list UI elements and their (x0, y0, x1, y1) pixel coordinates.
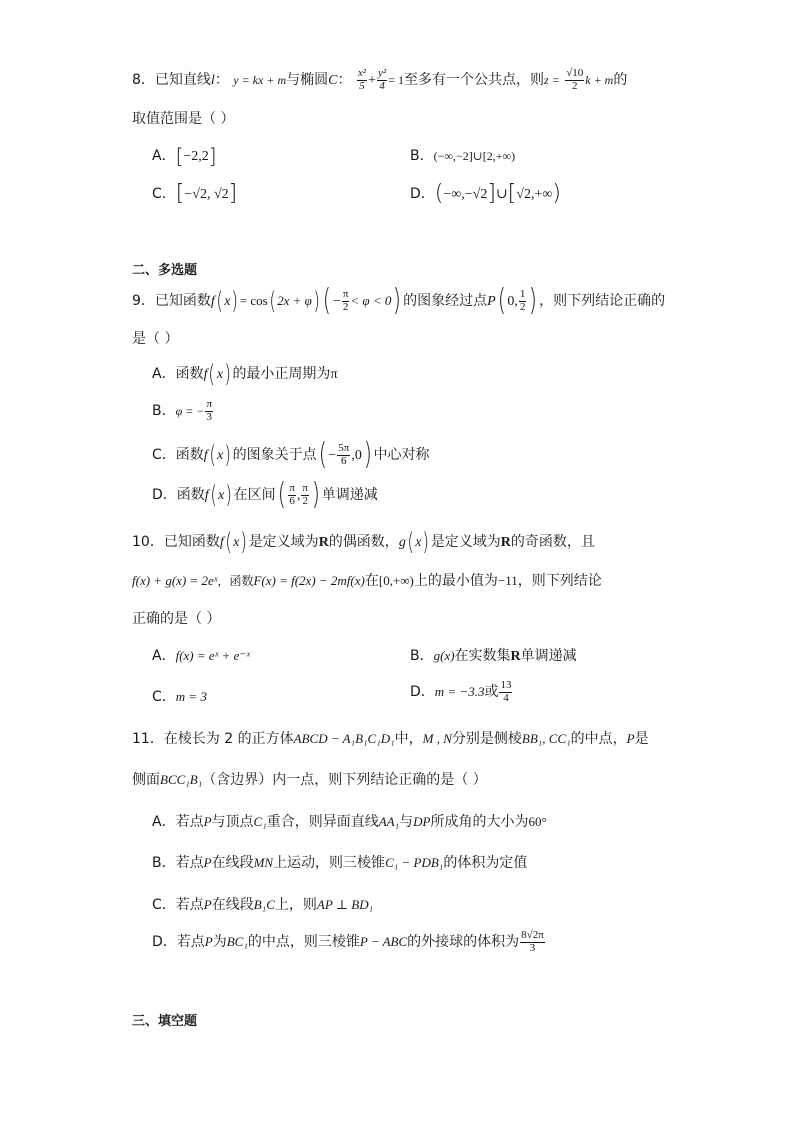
fraction (565, 68, 584, 92)
text: 的图象关于点 (232, 447, 317, 463)
math: R (318, 535, 329, 550)
denominator: 2 (519, 300, 526, 313)
denominator: 4 (503, 691, 509, 704)
math: π (330, 367, 338, 382)
text: 重合，则异面直线 (266, 814, 379, 830)
text: 与顶点 (211, 814, 254, 830)
q10-stem-line3 (132, 608, 220, 628)
math: BB₁, CC₁ (521, 731, 571, 746)
text: 已知函数 (163, 534, 220, 550)
text: 中， (394, 731, 423, 747)
q11-option-d (152, 930, 546, 954)
text: 的最小正周期为 (232, 366, 331, 382)
option-label: B． (152, 403, 176, 420)
numerator: 5π (338, 441, 350, 454)
fraction (499, 680, 512, 704)
text: 上运动，则三棱锥 (273, 855, 386, 871)
q10-option-b (410, 645, 577, 665)
numerator: 1 (519, 287, 526, 300)
math: P (203, 814, 212, 829)
q9-option-c: C．函数f(x)的图象关于点( − $\frac{5\pi}{6}$ ,0) 中心对称 (152, 437, 430, 472)
math: [0,+∞) (378, 573, 414, 588)
math: C (328, 73, 338, 89)
q9-option-a: A．函数f(x)的最小正周期为π (152, 360, 338, 388)
numerator: π (289, 481, 295, 494)
math: −√2, √2 (184, 187, 229, 202)
math: z = (543, 73, 560, 88)
math: R (510, 649, 521, 664)
text: 在 (364, 573, 379, 589)
math: l (210, 73, 215, 89)
fraction (377, 68, 387, 92)
math: f (203, 448, 208, 463)
text: 在棱长为 2 的正方体 (163, 731, 294, 747)
denominator: 2 (342, 300, 349, 313)
q8-stem-line1: 8．已知直线l： y = kx + m与椭圆C： $\frac{\text{x²}}{5}$ + $\frac{\text{y²}}{4}$ = 1至多有一个公共点，则z = $\frac{√10}{2}$ k + m的 (132, 67, 628, 92)
math: k + m (585, 73, 614, 88)
option-label: D．若点 (152, 934, 205, 951)
option-label: D． (410, 186, 435, 202)
math: f (203, 367, 208, 382)
math: P (203, 855, 212, 870)
text: 在线段 (211, 855, 254, 871)
fraction (288, 483, 296, 507)
math: −2,2 (183, 149, 209, 164)
numerator: 8√2π (521, 929, 544, 941)
math: < φ < 0 (350, 293, 392, 308)
text: 上的最小值为 (413, 573, 498, 589)
text: 的 (613, 72, 628, 89)
math: P (626, 731, 635, 746)
option-label: C．函数 (152, 447, 204, 463)
math: f (219, 535, 224, 550)
q9-number: 9． (132, 293, 155, 309)
math: MN (253, 855, 274, 870)
numerator: y² (378, 67, 387, 79)
text: 是（ ） (132, 331, 179, 347)
math: P (204, 934, 213, 950)
math: ABCD − A₁B₁C₁D₁ (293, 731, 395, 746)
math: x (233, 535, 240, 550)
math: ∪ (495, 187, 508, 202)
option-label: C． (152, 689, 176, 705)
math: m = −3.3 (434, 684, 485, 700)
option-label: A． (152, 148, 176, 164)
text: 分别是侧棱 (451, 731, 522, 747)
text: 的图象经过点 (403, 293, 488, 309)
fraction (342, 289, 350, 313)
text: 是定义域为 (248, 534, 319, 550)
math: √2,+∞ (516, 187, 553, 202)
text: 在区间 (233, 487, 276, 503)
section-heading-multiple-choice: 二、多选题 (132, 263, 198, 278)
math: ,0 (351, 448, 362, 463)
denominator: 3 (206, 410, 212, 423)
text: 是 (634, 731, 649, 747)
option-label: B． (410, 148, 434, 164)
option-label: D．函数 (152, 487, 205, 503)
denominator: 6 (289, 494, 295, 507)
q8-stem-line2 (132, 108, 234, 128)
numerator: π (302, 481, 308, 494)
math: − (332, 294, 341, 309)
section-heading-fill-in: 三、填空题 (132, 1014, 198, 1029)
text: 已知函数 (154, 293, 211, 309)
math: P − ABC (359, 934, 408, 950)
numerator: x² (357, 67, 367, 79)
math: g(x) (433, 648, 455, 663)
denominator: 5 (359, 79, 365, 92)
math: −∞,−√2 (443, 187, 488, 202)
math: y = kx + m (233, 73, 287, 88)
math: = 1 (388, 73, 404, 88)
fraction (337, 443, 350, 467)
q10-option-a (152, 645, 250, 665)
denominator: 2 (302, 494, 308, 507)
text: （含边界）内一点，则下列结论正确的是（ ） (202, 772, 487, 788)
denominator: 6 (341, 454, 347, 467)
math: m = 3 (175, 689, 207, 704)
text: ，函数 (217, 574, 254, 588)
fraction (301, 483, 309, 507)
q11-option-b (152, 852, 527, 872)
q8-option-c: C．[−√2, √2] (152, 181, 238, 206)
q8-option-b (410, 145, 515, 165)
text: 的外接球的体积为 (407, 934, 520, 951)
q11-stem-line1 (132, 728, 649, 748)
q11-option-a (152, 811, 547, 831)
text: 取值范围是（ ） (132, 111, 235, 127)
q8-option-a: A．[−2,2] (152, 144, 217, 168)
fraction (357, 68, 367, 92)
denominator: 3 (529, 941, 536, 954)
text: 至多有一个公共点，则 (403, 72, 544, 89)
text: 的体积为定值 (443, 855, 528, 871)
text: 正确的是（ ） (132, 611, 221, 627)
text: 在实数集 (454, 648, 511, 664)
text: ： (337, 72, 352, 89)
option-label: C． (152, 186, 176, 202)
option-label: B． (410, 648, 434, 664)
option-label: D． (410, 684, 435, 701)
math: f(x) + g(x) = 2eˣ (132, 573, 218, 588)
math: x (218, 488, 225, 503)
q9-option-d: D．函数f(x)在区间( $\frac{\pi}{6}$ , $\frac{\pi}{2}$ ) 单调递减 (152, 477, 378, 512)
text: 或 (484, 684, 499, 701)
math: C₁ (253, 814, 267, 829)
numerator: 13 (500, 679, 512, 691)
math: DP (413, 814, 431, 829)
text: 为 (212, 934, 227, 951)
denominator: 4 (379, 79, 385, 92)
math: AA₁ (378, 814, 400, 829)
math: 60° (528, 814, 547, 829)
math: φ = − (175, 404, 205, 419)
math: (−∞,−2]∪[2,+∞) (433, 149, 516, 163)
text: 所成角的大小为 (430, 814, 529, 830)
text: 上，则 (274, 897, 317, 913)
q11-number: 11． (132, 731, 164, 747)
math: P (203, 897, 212, 912)
q9-stem-line1: 9．已知函数f(x)= cos(2x + φ) ( − $\frac{\pi}{2}$ < φ < 0) 的图象经过点P( 0, $\frac{1}{2}$ ) ，则下列结论正确的 (132, 283, 666, 318)
q11-option-c (152, 894, 373, 914)
math: M , N (422, 731, 452, 746)
math: x (217, 448, 224, 463)
text: 的偶函数， (328, 534, 399, 550)
text: 的奇函数，且 (510, 534, 595, 550)
math: x (216, 367, 224, 382)
math: = cos (239, 293, 268, 308)
math: f (204, 488, 209, 503)
text: 已知直线 (154, 72, 211, 89)
math: g (398, 535, 406, 550)
q8-number: 8． (132, 72, 155, 89)
option-label: A．函数 (152, 366, 204, 382)
option-label: C．若点 (152, 897, 204, 913)
math: x (415, 535, 422, 550)
text: 的中点， (570, 731, 627, 747)
math: F(x) = f(2x) − 2mf(x) (253, 573, 365, 588)
math: f (210, 294, 215, 309)
fraction (520, 930, 545, 954)
text: 单调递减 (321, 487, 378, 503)
math: B₁C (253, 897, 275, 912)
option-label: A．若点 (152, 814, 204, 830)
text: 的中点，则三棱锥 (247, 934, 360, 951)
math: 2x + φ (277, 293, 312, 308)
option-label: B．若点 (152, 855, 204, 871)
text: 单调递减 (520, 648, 577, 664)
math: f(x) = eˣ + e⁻ˣ (175, 648, 250, 663)
text: 与椭圆 (286, 72, 329, 89)
math: − (328, 448, 337, 463)
math: x (224, 294, 231, 309)
fraction (205, 399, 213, 423)
numerator: √10 (566, 67, 584, 79)
numerator: π (206, 398, 213, 410)
q9-option-b (152, 399, 214, 423)
q10-option-d (410, 680, 513, 704)
math: C₁ − PDB₁ (385, 855, 444, 870)
fraction (519, 289, 527, 313)
text: 侧面 (132, 772, 160, 788)
q10-number: 10． (132, 534, 164, 550)
q10-stem-line1: 10．已知函数f(x)是定义域为R的偶函数，g(x)是定义域为R的奇函数，且 (132, 528, 595, 556)
math: 0, (507, 294, 518, 309)
text: ，则下列结论正确的 (539, 293, 666, 309)
text: 是定义域为 (430, 534, 501, 550)
math: R (500, 535, 511, 550)
q10-stem-line2 (132, 570, 602, 590)
option-label: A． (152, 648, 176, 664)
numerator: π (342, 287, 349, 300)
text: 在线段 (211, 897, 254, 913)
math: P (487, 294, 496, 309)
math: −11 (497, 573, 518, 588)
math: BCC₁B₁ (160, 772, 203, 787)
math: BC₁ (226, 934, 248, 950)
math: AP ⊥ BD₁ (316, 897, 374, 912)
q11-stem-line2 (132, 769, 487, 789)
text: 与 (399, 814, 414, 830)
q9-stem-line2 (132, 328, 178, 348)
text: ，则下列结论 (517, 573, 602, 589)
q10-option-c (152, 686, 207, 706)
text: 中心对称 (373, 447, 430, 463)
denominator: 2 (571, 79, 578, 92)
q8-option-d: D．(−∞,−√2]∪[√2,+∞) (410, 181, 561, 206)
text: ： (214, 72, 229, 89)
